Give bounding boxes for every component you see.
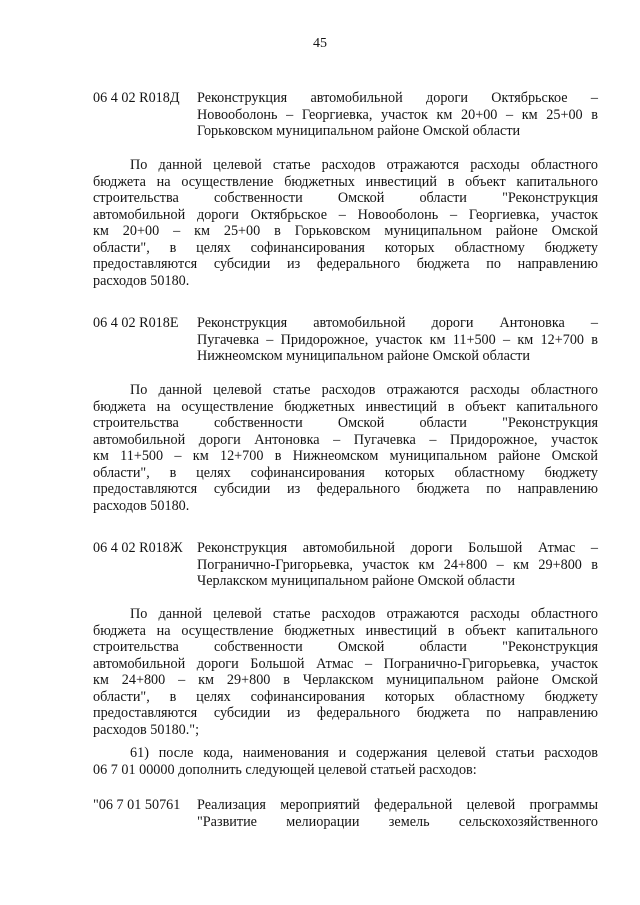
article-title-line: Новооболонь – Георгиевка, участок км 20+00 – км 25+00 в: [197, 106, 598, 123]
article-title: [197, 540, 598, 590]
amendment-line: 06 7 01 00000 дополнить следующей целевой статьей расходов:: [93, 761, 477, 778]
description-line: автомобильной дороги Большой Атмас – Погранично-Григорьевка, участок: [93, 655, 598, 672]
article-description: [93, 157, 598, 289]
description-line: автомобильной дороги Октябрьское – Новооболонь – Георгиевка, участок: [93, 206, 598, 223]
article-title: [197, 315, 598, 365]
article-title-line: Погранично-Григорьевка, участок км 24+800 – км 29+800 в: [197, 556, 598, 573]
article-title: [197, 90, 598, 140]
description-line: строительства собственности Омской области "Реконструкция: [93, 639, 598, 655]
article-title-line: Реконструкция автомобильной дороги Антоновка –: [197, 315, 598, 331]
article-description: [93, 606, 598, 738]
article-code: 06 4 02 R018Е: [93, 315, 179, 331]
article-code: 06 4 02 R018Ж: [93, 540, 183, 556]
description-line: км 20+00 – км 25+00 в Горьковском муниципальном районе Омской: [93, 223, 598, 239]
page-number: 45: [313, 36, 327, 51]
description-line: бюджета на осуществление бюджетных инвестиций в объект капитального: [93, 622, 598, 639]
description-line: расходов 50180.: [93, 497, 190, 514]
description-line: бюджета на осуществление бюджетных инвестиций в объект капитального: [93, 173, 598, 190]
description-line: км 11+500 – км 12+700 в Нижнеомском муниципальном районе Омской: [93, 448, 598, 464]
description-line: расходов 50180.: [93, 272, 190, 289]
amendment-line: 61) после кода, наименования и содержания целевой статьи расходов: [130, 745, 598, 761]
description-line: предоставляются субсидии из федерального бюджета по направлению: [93, 705, 598, 721]
description-line: области", в целях софинансирования которых областному бюджету: [93, 464, 598, 481]
description-line: строительства собственности Омской области "Реконструкция: [93, 190, 598, 206]
article-title-line: Черлакском муниципальном районе Омской области: [197, 573, 515, 589]
description-line: По данной целевой статье расходов отражаются расходы областного: [130, 606, 598, 622]
article-title-line: Реконструкция автомобильной дороги Октябрьское –: [197, 90, 598, 106]
budget-article-entry: [93, 540, 598, 590]
budget-article-entry: [93, 797, 598, 830]
description-line: бюджета на осуществление бюджетных инвестиций в объект капитального: [93, 398, 598, 415]
article-title-line: "Развитие мелиорации земель сельскохозяйственного: [197, 813, 598, 830]
description-line: строительства собственности Омской области "Реконструкция: [93, 415, 598, 431]
article-title: [197, 797, 598, 830]
description-line: По данной целевой статье расходов отражаются расходы областного: [130, 382, 598, 398]
description-line: км 24+800 – км 29+800 в Черлакском муниципальном районе Омской: [93, 672, 598, 688]
description-line: По данной целевой статье расходов отражаются расходы областного: [130, 157, 598, 173]
amendment-paragraph: [93, 745, 598, 778]
article-title-line: Горьковском муниципальном районе Омской области: [197, 123, 521, 139]
article-title-line: Реконструкция автомобильной дороги Большой Атмас –: [197, 540, 598, 556]
description-line: предоставляются субсидии из федерального бюджета по направлению: [93, 481, 598, 497]
description-line: автомобильной дороги Антоновка – Пугачевка – Придорожное, участок: [93, 431, 598, 448]
budget-article-entry: [93, 90, 598, 140]
budget-article-entry: [93, 315, 598, 365]
description-line: области", в целях софинансирования которых областному бюджету: [93, 239, 598, 256]
description-line: расходов 50180.";: [93, 721, 200, 738]
article-code: "06 7 01 50761: [93, 797, 181, 813]
article-title-line: Пугачевка – Придорожное, участок км 11+500 – км 12+700 в: [197, 331, 598, 348]
article-code: 06 4 02 R018Д: [93, 90, 180, 106]
article-title-line: Реализация мероприятий федеральной целевой программы: [197, 797, 598, 813]
description-line: предоставляются субсидии из федерального бюджета по направлению: [93, 256, 598, 272]
description-line: области", в целях софинансирования которых областному бюджету: [93, 688, 598, 705]
article-title-line: Нижнеомском муниципальном районе Омской области: [197, 348, 530, 364]
article-description: [93, 382, 598, 514]
